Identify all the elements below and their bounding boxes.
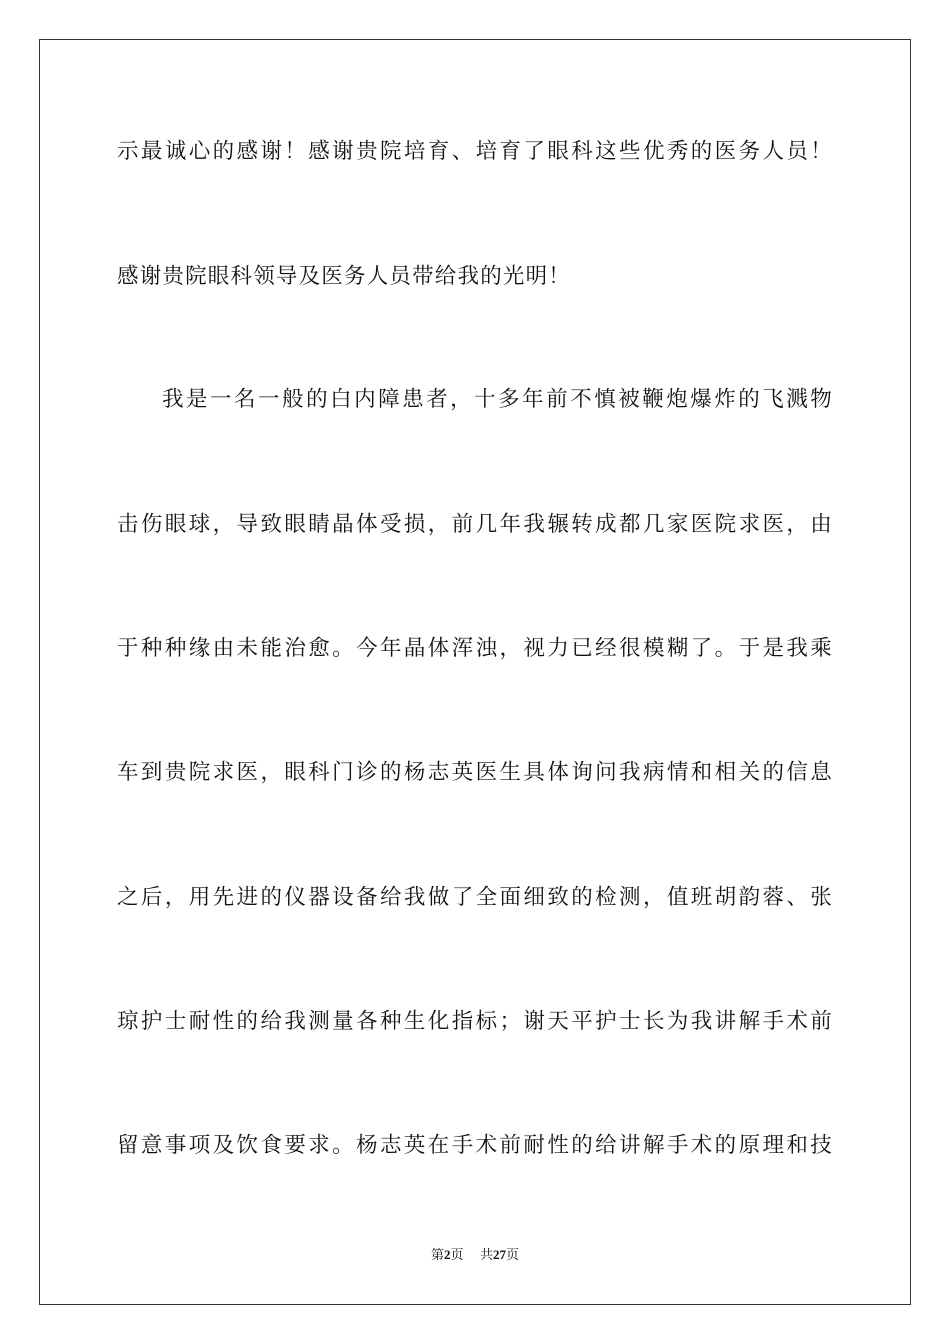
page-prefix: 第	[430, 1248, 444, 1263]
text-line-1: 示最诚心的感谢！感谢贵院培育、培育了眼科这些优秀的医务人员！	[117, 139, 833, 164]
text-line-2: 感谢贵院眼科领导及医务人员带给我的光明！	[117, 264, 572, 289]
page-border	[39, 39, 911, 1305]
total-suffix: 页	[506, 1248, 520, 1263]
page-suffix: 页	[450, 1248, 464, 1263]
total-prefix: 共	[480, 1248, 494, 1263]
text-line-7: 之后，用先进的仪器设备给我做了全面细致的检测，值班胡韵蓉、张	[117, 885, 833, 910]
page-number: 2	[443, 1247, 451, 1262]
text-line-4: 击伤眼球，导致眼睛晶体受损，前几年我辗转成都几家医院求医，由	[117, 512, 833, 537]
text-line-3: 我是一名一般的白内障患者，十多年前不慎被鞭炮爆炸的飞溅物	[162, 387, 833, 412]
total-pages: 27	[493, 1247, 507, 1262]
text-line-5: 于种种缘由未能治愈。今年晶体浑浊，视力已经很模糊了。于是我乘	[117, 636, 833, 661]
page-footer	[0, 1246, 950, 1265]
text-line-6: 车到贵院求医，眼科门诊的杨志英医生具体询问我病情和相关的信息	[117, 760, 833, 785]
text-line-8: 琼护士耐性的给我测量各种生化指标；谢天平护士长为我讲解手术前	[117, 1009, 833, 1034]
text-line-9: 留意事项及饮食要求。杨志英在手术前耐性的给讲解手术的原理和技	[117, 1133, 833, 1158]
